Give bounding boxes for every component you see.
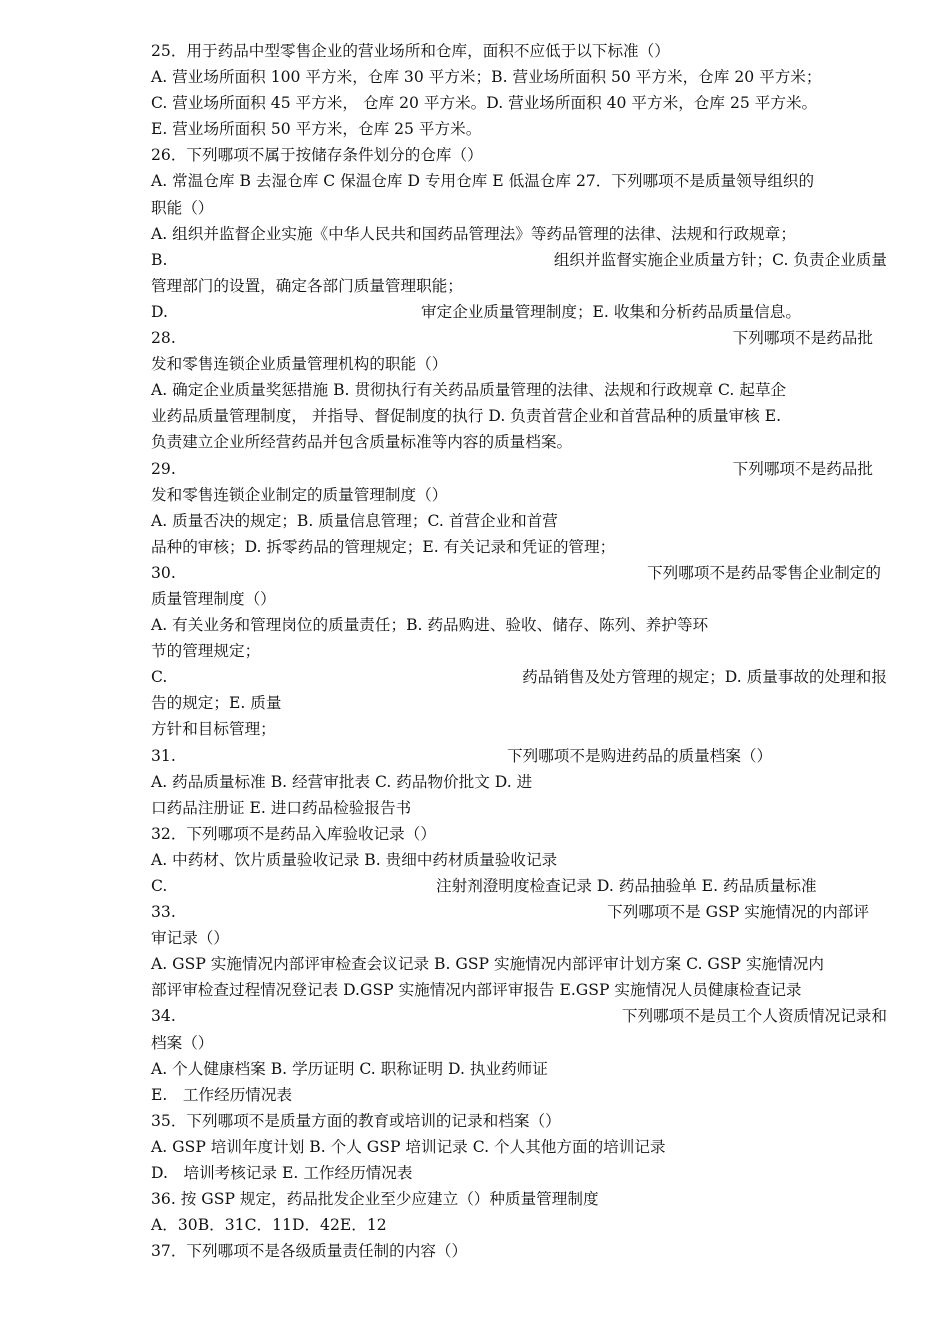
line-text: 31. bbox=[151, 746, 176, 765]
line-text: 管理部门的设置，确定各部门质量管理职能； bbox=[151, 276, 463, 295]
line-text: 职能（） bbox=[151, 198, 214, 217]
line-text: A. 常温仓库 B 去湿仓库 C 保温仓库 D 专用仓库 E 低温仓库 27．下列哪项不是质量领导组织的 bbox=[151, 172, 815, 191]
line-text: 口药品注册证 E. 进口药品检验报告书 bbox=[151, 798, 412, 817]
text-line bbox=[151, 716, 887, 742]
line-text: D. bbox=[151, 302, 168, 321]
line-text: 32．下列哪项不是药品入库验收记录（） bbox=[151, 824, 436, 843]
text-line bbox=[151, 403, 887, 429]
line-text: 告的规定；E. 质量 bbox=[151, 694, 282, 713]
text-line bbox=[151, 221, 887, 247]
line-text: B. bbox=[151, 250, 168, 269]
line-text: C. 营业场所面积 45 平方米， 仓库 20 平方米。D. 营业场所面积 40 平方米，仓库 25 平方米。 bbox=[151, 94, 818, 113]
line-text-right: 下列哪项不是药品批 bbox=[732, 459, 873, 478]
line-text: A. GSP 培训年度计划 B. 个人 GSP 培训记录 C. 个人其他方面的培训记录 bbox=[151, 1137, 666, 1156]
text-line bbox=[151, 769, 887, 795]
line-text: A. GSP 实施情况内部评审检查会议记录 B. GSP 实施情况内部评审计划方案 C. GSP 实施情况内 bbox=[151, 955, 824, 974]
line-text: 发和零售连锁企业制定的质量管理制度（） bbox=[151, 485, 448, 504]
line-text: A. 药品质量标准 B. 经营审批表 C. 药品物价批文 D. 进 bbox=[151, 772, 533, 791]
line-text: 负责建立企业所经营药品并包含质量标准等内容的质量档案。 bbox=[151, 433, 573, 452]
line-text: 30. bbox=[151, 563, 176, 582]
text-line bbox=[151, 1160, 887, 1186]
line-text: 26．下列哪项不属于按储存条件划分的仓库（） bbox=[151, 146, 483, 165]
text-line bbox=[151, 821, 887, 847]
text-line bbox=[151, 247, 887, 273]
line-text: 节的管理规定； bbox=[151, 642, 261, 661]
line-text: A. 营业场所面积 100 平方米，仓库 30 平方米；B. 营业场所面积 50 平方米，仓库 20 平方米； bbox=[151, 68, 822, 87]
line-text-right: 下列哪项不是药品零售企业制定的 bbox=[647, 563, 881, 582]
line-text: A. 确定企业质量奖惩措施 B. 贯彻执行有关药品质量管理的法律、法规和行政规章 C. 起草企 bbox=[151, 381, 787, 400]
line-text: 方针和目标管理； bbox=[151, 720, 276, 739]
text-line bbox=[151, 1238, 887, 1264]
line-text-right: 审定企业质量管理制度；E. 收集和分析药品质量信息。 bbox=[421, 302, 801, 321]
line-text: 25．用于药品中型零售企业的营业场所和仓库，面积不应低于以下标准（） bbox=[151, 42, 670, 60]
line-text: C. bbox=[151, 877, 168, 895]
line-text: A. 中药材、饮片质量验收记录 B. 贵细中药材质量验收记录 bbox=[151, 850, 558, 869]
text-line bbox=[151, 299, 887, 325]
text-line bbox=[151, 482, 887, 508]
text-line bbox=[151, 899, 887, 925]
text-line bbox=[151, 612, 887, 638]
line-text-right: 组织并监督实施企业质量方针；C. 负责企业质量 bbox=[553, 250, 887, 269]
text-line bbox=[151, 664, 887, 690]
text-line bbox=[151, 743, 887, 769]
line-text: A. 有关业务和管理岗位的质量责任；B. 药品购进、验收、储存、陈列、养护等环 bbox=[151, 616, 709, 635]
line-text: D. 培训考核记录 E. 工作经历情况表 bbox=[151, 1164, 413, 1183]
text-line bbox=[151, 951, 887, 977]
text-line bbox=[151, 925, 887, 951]
text-line bbox=[151, 273, 887, 299]
line-text-right: 下列哪项不是药品批 bbox=[732, 329, 873, 348]
text-line bbox=[151, 1108, 887, 1134]
line-text-right: 下列哪项不是 GSP 实施情况的内部评 bbox=[607, 903, 869, 922]
text-line bbox=[151, 38, 887, 64]
text-line bbox=[151, 1134, 887, 1160]
text-line bbox=[151, 429, 887, 455]
line-text: E. 营业场所面积 50 平方米，仓库 25 平方米。 bbox=[151, 120, 482, 139]
line-text: A．30B．31C．11D．42E．12 bbox=[151, 1216, 387, 1235]
text-line bbox=[151, 873, 887, 899]
text-line bbox=[151, 1030, 887, 1056]
text-line bbox=[151, 690, 887, 716]
text-line bbox=[151, 377, 887, 403]
text-line bbox=[151, 1186, 887, 1212]
text-line bbox=[151, 795, 887, 821]
text-line bbox=[151, 977, 887, 1003]
line-text-right: 下列哪项不是购进药品的质量档案（） bbox=[507, 746, 773, 765]
line-text: 34. bbox=[151, 1007, 176, 1026]
line-text: 质量管理制度（） bbox=[151, 589, 276, 608]
text-line bbox=[151, 195, 887, 221]
line-text: 发和零售连锁企业质量管理机构的职能（） bbox=[151, 355, 448, 374]
text-line bbox=[151, 1056, 887, 1082]
text-line bbox=[151, 508, 887, 534]
line-text: 36. 按 GSP 规定，药品批发企业至少应建立（）种质量管理制度 bbox=[151, 1190, 599, 1209]
text-line bbox=[151, 168, 887, 194]
line-text: 品种的审核；D. 拆零药品的管理规定；E. 有关记录和凭证的管理； bbox=[151, 537, 616, 556]
line-text: 33. bbox=[151, 903, 176, 922]
line-text: 29. bbox=[151, 459, 176, 478]
text-line bbox=[151, 1082, 887, 1108]
line-text: 37．下列哪项不是各级质量责任制的内容（） bbox=[151, 1242, 468, 1261]
text-line bbox=[151, 90, 887, 116]
line-text: A. 个人健康档案 B. 学历证明 C. 职称证明 D. 执业药师证 bbox=[151, 1059, 548, 1078]
line-text: A. 质量否决的规定；B. 质量信息管理；C. 首营企业和首营 bbox=[151, 511, 558, 530]
text-line bbox=[151, 586, 887, 612]
text-line bbox=[151, 351, 887, 377]
line-text: 部评审检查过程情况登记表 D.GSP 实施情况内部评审报告 E.GSP 实施情况人员健康检查记录 bbox=[151, 981, 802, 1000]
text-line bbox=[151, 325, 887, 351]
line-text: 35．下列哪项不是质量方面的教育或培训的记录和档案（） bbox=[151, 1111, 561, 1130]
text-line bbox=[151, 847, 887, 873]
question-list bbox=[151, 38, 887, 1264]
line-text-right: 下列哪项不是员工个人资质情况记录和 bbox=[621, 1007, 887, 1026]
line-text: A. 组织并监督企业实施《中华人民共和国药品管理法》等药品管理的法律、法规和行政规章； bbox=[151, 224, 796, 243]
line-text: 28. bbox=[151, 329, 176, 348]
line-text-right: 注射剂澄明度检查记录 D. 药品抽验单 E. 药品质量标准 bbox=[436, 877, 817, 895]
text-line bbox=[151, 560, 887, 586]
line-text: 业药品质量管理制度， 并指导、督促制度的执行 D. 负责首营企业和首营品种的质量审核 E. bbox=[151, 407, 782, 426]
line-text: 审记录（） bbox=[151, 929, 229, 948]
line-text: C. bbox=[151, 668, 168, 687]
text-line bbox=[151, 534, 887, 560]
text-line bbox=[151, 142, 887, 168]
line-text: E. 工作经历情况表 bbox=[151, 1085, 293, 1104]
text-line bbox=[151, 456, 887, 482]
text-line bbox=[151, 638, 887, 664]
text-line bbox=[151, 1003, 887, 1029]
text-line bbox=[151, 1212, 887, 1238]
line-text: 档案（） bbox=[151, 1033, 214, 1052]
text-line bbox=[151, 116, 887, 142]
text-line bbox=[151, 64, 887, 90]
line-text-right: 药品销售及处方管理的规定；D. 质量事故的处理和报 bbox=[522, 668, 887, 687]
